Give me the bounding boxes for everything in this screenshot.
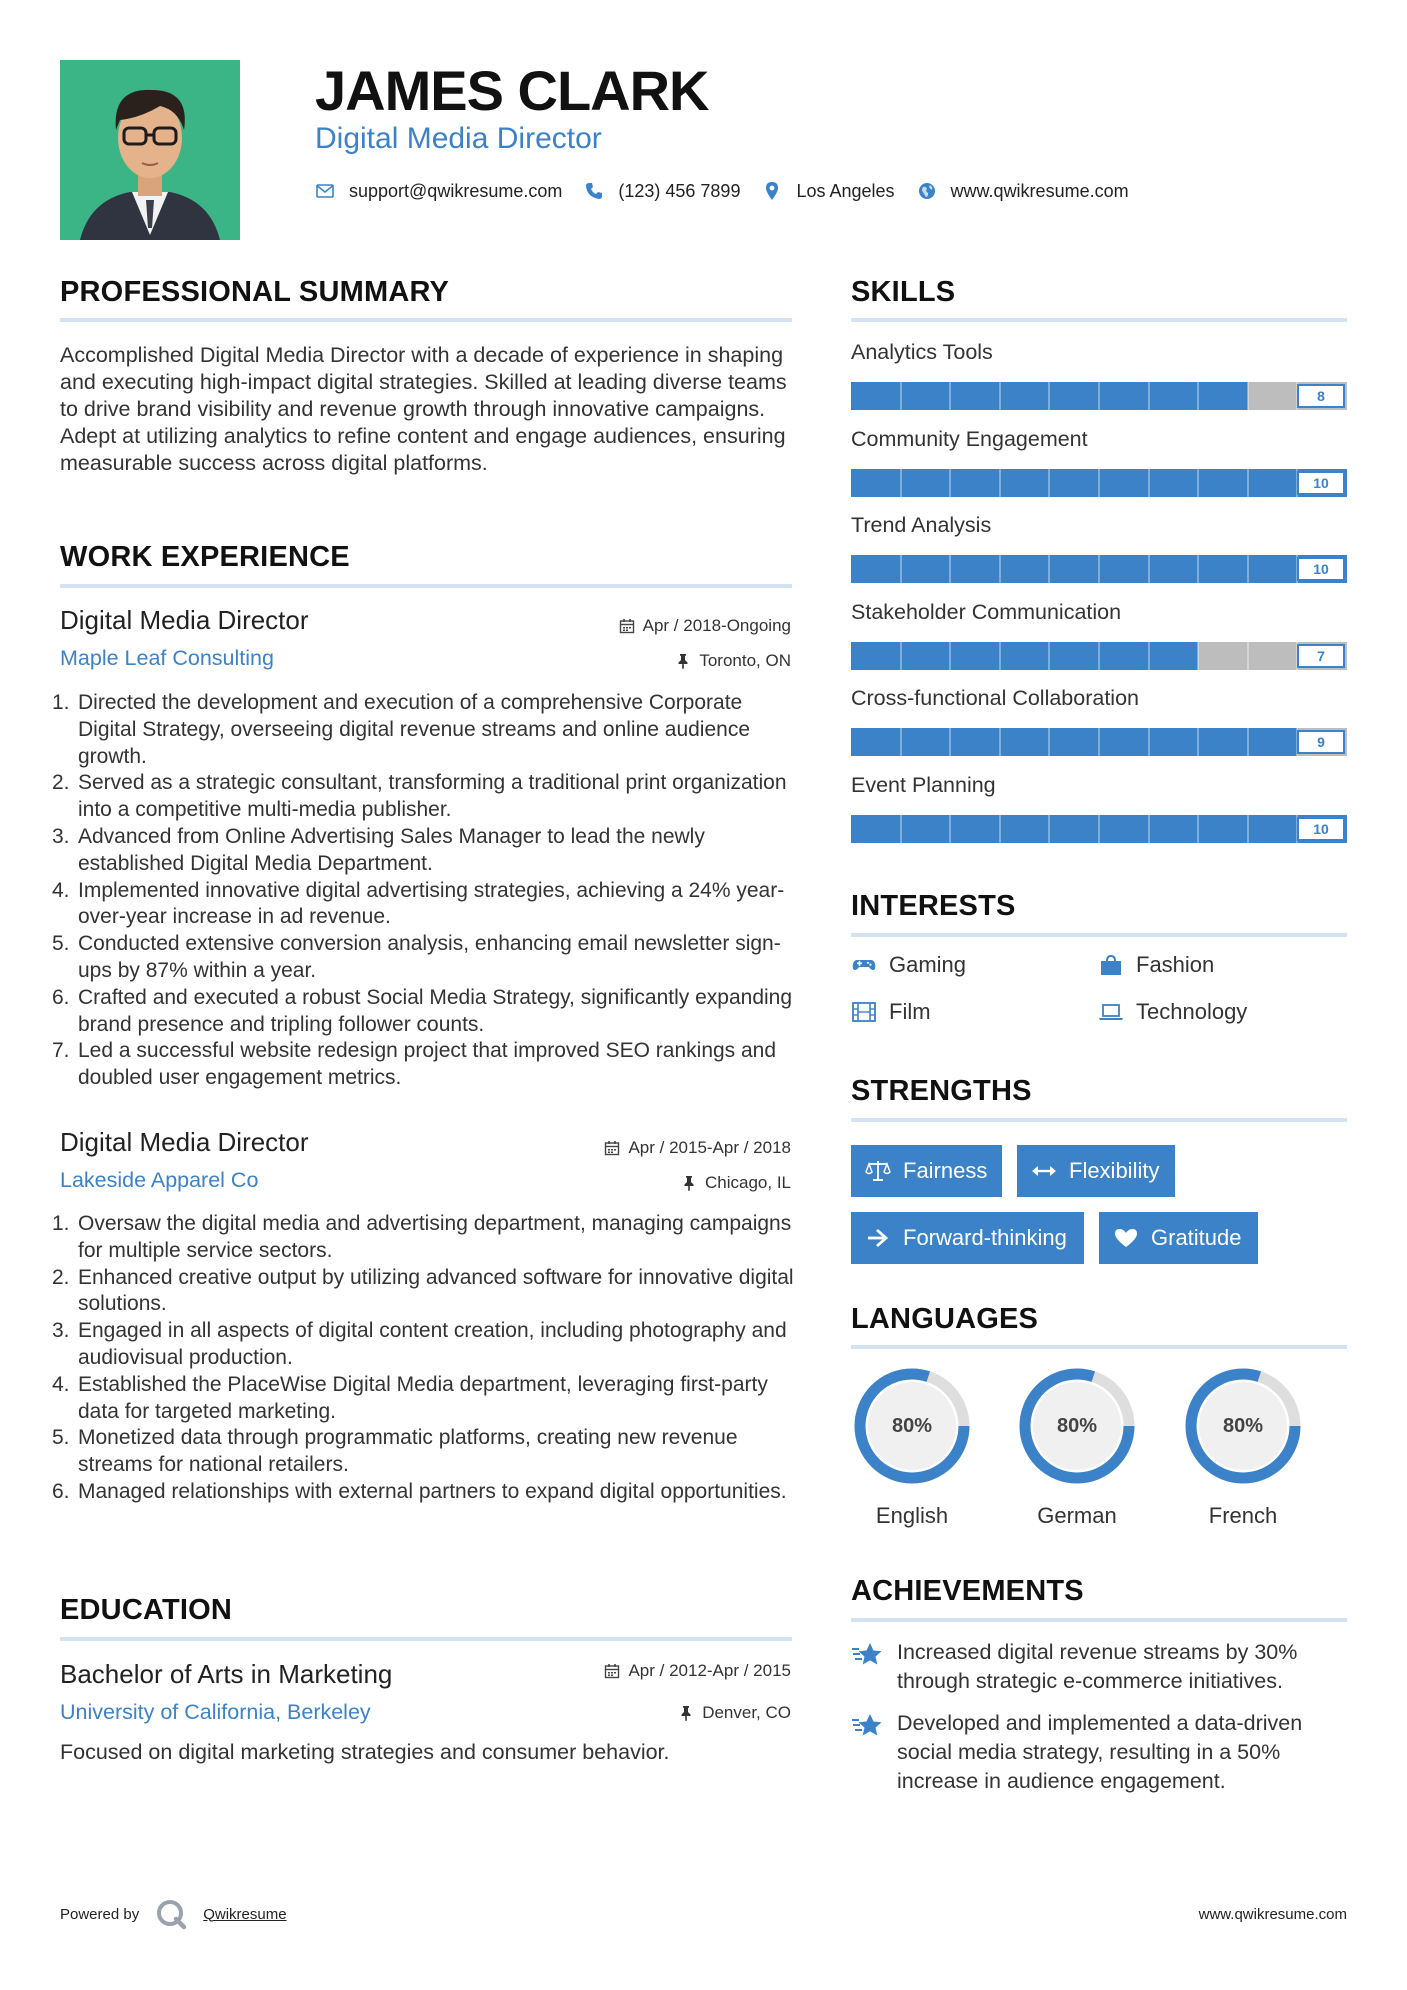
education-location — [678, 1703, 791, 1723]
skill-bar-segment — [900, 555, 902, 583]
laptop-icon — [1098, 1001, 1124, 1023]
skill-score-badge: 10 — [1297, 471, 1345, 495]
strengths-heading: STRENGTHS — [851, 1075, 1032, 1107]
school-name: University of California, Berkeley — [60, 1700, 371, 1724]
skill-bar-segment — [900, 815, 902, 843]
skill-score-badge: 10 — [1297, 557, 1345, 581]
interest-gaming — [851, 952, 966, 978]
skill-bar-segment — [949, 555, 951, 583]
skill-bar-segment — [949, 382, 951, 410]
education-description: Focused on digital marketing strategies and consumer behavior. — [60, 1740, 670, 1764]
skill-bar — [851, 728, 1347, 756]
language-name: German — [1037, 1503, 1117, 1528]
pushpin-icon — [675, 653, 691, 669]
arrows-horizontal-icon — [1031, 1159, 1057, 1183]
job-location-text: Toronto, ON — [699, 651, 791, 670]
skills-heading: SKILLS — [851, 276, 956, 308]
language-percent: 80% — [891, 1414, 933, 1437]
achievements-divider — [851, 1618, 1347, 1622]
skill-bar — [851, 642, 1347, 670]
skill-bar-segment — [949, 815, 951, 843]
skill-bar-segment — [1247, 728, 1249, 756]
job-bullets — [52, 1211, 794, 1506]
skill-score-badge: 8 — [1297, 384, 1345, 408]
profile-photo — [60, 60, 240, 240]
job-title: Digital Media Director — [60, 605, 309, 635]
strength-label: Forward-thinking — [903, 1225, 1067, 1250]
language-item — [1182, 1365, 1304, 1528]
experience-heading: WORK EXPERIENCE — [60, 541, 350, 573]
contact-phone[interactable] — [584, 181, 740, 202]
footer-url[interactable]: www.qwikresume.com — [1198, 1906, 1347, 1923]
arrow-right-icon — [865, 1226, 891, 1250]
skill-bar-segment — [1098, 382, 1100, 410]
skill-bar-segment — [1197, 642, 1199, 670]
envelope-icon — [315, 181, 335, 201]
job-dates — [604, 1138, 791, 1158]
phone-icon — [584, 181, 604, 201]
skill-bar-segment — [900, 469, 902, 497]
strength-label: Fairness — [903, 1158, 988, 1183]
education-location-text: Denver, CO — [702, 1703, 791, 1722]
balance-scale-icon — [865, 1159, 891, 1183]
skill-label: Cross-functional Collaboration — [851, 686, 1140, 710]
skill-bar-segment — [1148, 815, 1150, 843]
interest-film — [851, 999, 931, 1025]
strength-tag-gratitude — [1099, 1212, 1258, 1264]
job-dates-text: Apr / 2015-Apr / 2018 — [628, 1138, 791, 1157]
skill-label: Community Engagement — [851, 426, 1088, 451]
strength-label: Gratitude — [1151, 1225, 1242, 1250]
skills-divider — [851, 318, 1347, 322]
job-location — [675, 651, 791, 671]
skill-bar-segment — [1148, 728, 1150, 756]
company-name: Lakeside Apparel Co — [60, 1168, 259, 1192]
list-item: 3. Engaged in all aspects of digital content creation, including photography and audiovisual production. — [52, 1319, 787, 1369]
contact-phone-text: (123) 456 7899 — [618, 180, 741, 201]
summary-divider — [60, 318, 792, 322]
job-location — [681, 1173, 791, 1193]
list-item: 3. Advanced from Online Advertising Sales Manager to lead the newly established Digital Media Department. — [52, 824, 705, 875]
list-item: 1. Oversaw the digital media and advertising department, managing campaigns for multiple service sectors. — [52, 1212, 792, 1262]
achievement-text: Developed and implemented a data-driven social media strategy, resulting in a 50% increase in audience engagement. — [897, 1711, 1303, 1793]
job-bullets — [52, 690, 794, 1092]
candidate-role: Digital Media Director — [315, 122, 602, 155]
skill-bar-segment — [1247, 382, 1249, 410]
pushpin-icon — [681, 1175, 697, 1191]
skill-bar-segment — [1148, 555, 1150, 583]
list-item: 6. Crafted and executed a robust Social Media Strategy, significantly expanding brand presence and tripling follower counts. — [52, 985, 793, 1036]
skill-bar-segment — [1247, 469, 1249, 497]
skill-label: Event Planning — [851, 772, 996, 797]
skill-bar-segment — [900, 728, 902, 756]
pushpin-icon — [678, 1705, 694, 1721]
achievement-text: Increased digital revenue streams by 30% through strategic e-commerce initiatives. — [897, 1640, 1298, 1693]
calendar-icon — [604, 1663, 620, 1679]
map-pin-icon — [762, 181, 782, 201]
interest-label: Gaming — [889, 952, 967, 977]
degree-title: Bachelor of Arts in Marketing — [60, 1659, 393, 1689]
skill-bar-segment — [1197, 728, 1199, 756]
candidate-name: JAMES CLARK — [315, 59, 709, 122]
languages-heading: LANGUAGES — [851, 1303, 1039, 1335]
achievement-item — [851, 1638, 1351, 1696]
skill-bar-segment — [1048, 555, 1050, 583]
skill-bar-segment — [949, 728, 951, 756]
list-item: 4. Implemented innovative digital advertising strategies, achieving a 24% year-over-year increase in ad revenue. — [52, 878, 785, 929]
skill-bar-segment — [1247, 815, 1249, 843]
job-title: Digital Media Director — [60, 1127, 309, 1157]
skill-bar-segment — [1148, 642, 1150, 670]
skill-bar-segment — [1197, 382, 1199, 410]
footer-powered-by — [60, 1898, 287, 1930]
skill-bar-segment — [900, 642, 902, 670]
skill-bar-segment — [1148, 382, 1150, 410]
language-name: English — [875, 1503, 949, 1528]
list-item: 5. Monetized data through programmatic platforms, creating new revenue streams for national retailers. — [52, 1426, 738, 1477]
skill-bar-fill — [851, 642, 1198, 670]
list-item: 1. Directed the development and execution of a comprehensive Corporate Digital Strategy, overseeing digital revenue streams and online audience growth. — [52, 691, 751, 768]
interest-label: Film — [889, 999, 931, 1024]
education-divider — [60, 1637, 792, 1641]
skill-bar-segment — [1148, 469, 1150, 497]
skill-bar-segment — [1048, 728, 1050, 756]
language-item — [851, 1365, 973, 1528]
skill-bar-segment — [1098, 815, 1100, 843]
interest-technology — [1098, 999, 1247, 1025]
shopping-bag-icon — [1098, 954, 1124, 976]
list-item: 6. Managed relationships with external partners to expand digital opportunities. — [52, 1479, 787, 1503]
skill-label: Stakeholder Communication — [851, 599, 1122, 624]
skill-bar-segment — [1197, 469, 1199, 497]
gamepad-icon — [851, 954, 877, 976]
skill-score-badge: 9 — [1297, 730, 1345, 754]
star-badge-icon — [851, 1640, 885, 1670]
list-item: 7. Led a successful website redesign project that improved SEO rankings and doubled user engagement metrics. — [52, 1039, 777, 1090]
skill-bar-segment — [1048, 815, 1050, 843]
list-item: 2. Enhanced creative output by utilizing advanced software for innovative digital solutions. — [52, 1265, 794, 1316]
interests-heading: INTERESTS — [851, 890, 1016, 922]
strength-tag-flexibility — [1017, 1145, 1175, 1197]
skill-label: Trend Analysis — [851, 513, 992, 537]
skill-bar-segment — [999, 382, 1001, 410]
job-location-text: Chicago, IL — [705, 1173, 791, 1192]
skill-bar-segment — [999, 728, 1001, 756]
interests-divider — [851, 933, 1347, 937]
list-item: 5. Conducted extensive conversion analysis, enhancing email newsletter sign-ups by 87% within a year. — [52, 932, 781, 982]
globe-icon — [917, 181, 937, 201]
skill-bar-segment — [1048, 382, 1050, 410]
achievement-item — [851, 1709, 1351, 1796]
experience-divider — [60, 584, 792, 588]
language-percent: 80% — [1056, 1414, 1098, 1437]
qwikresume-link[interactable]: Qwikresume — [203, 1905, 287, 1923]
education-dates — [604, 1661, 791, 1681]
skill-bar-segment — [1098, 728, 1100, 756]
calendar-icon — [604, 1140, 620, 1156]
skill-bar-segment — [949, 642, 951, 670]
contact-location-text: Los Angeles — [796, 180, 895, 201]
contact-website-text: www.qwikresume.com — [950, 180, 1129, 201]
education-dates-text: Apr / 2012-Apr / 2015 — [628, 1661, 791, 1680]
language-percent: 80% — [1222, 1414, 1264, 1437]
skill-bar — [851, 382, 1347, 410]
skill-bar-segment — [1098, 555, 1100, 583]
skill-bar-segment — [1197, 555, 1199, 583]
qwikresume-logo-icon — [155, 1898, 187, 1930]
strength-tag-fairness — [851, 1145, 1002, 1197]
contact-email[interactable] — [315, 181, 562, 202]
interest-fashion — [1098, 952, 1214, 978]
achievements-heading: ACHIEVEMENTS — [851, 1575, 1084, 1607]
interest-label: Technology — [1136, 999, 1248, 1024]
education-heading: EDUCATION — [60, 1594, 233, 1626]
powered-by-label: Powered by — [60, 1905, 140, 1923]
summary-heading: PROFESSIONAL SUMMARY — [60, 276, 450, 308]
skill-bar — [851, 555, 1347, 583]
contact-bar — [315, 178, 1151, 204]
skill-score-badge: 10 — [1297, 817, 1345, 841]
skill-bar-segment — [1197, 815, 1199, 843]
skill-bar — [851, 815, 1347, 843]
company-name: Maple Leaf Consulting — [60, 646, 274, 670]
skill-bar-segment — [999, 555, 1001, 583]
skill-label: Analytics Tools — [851, 340, 993, 364]
job-dates — [619, 616, 791, 636]
contact-website[interactable] — [917, 181, 1129, 202]
skill-bar-segment — [949, 469, 951, 497]
summary-text: Accomplished Digital Media Director with a decade of experience in shaping and executing high-impact digital strategies. Skilled at leading diverse teams to drive brand visibility and revenue growth through innovative campaigns. Adept at utilizing analytics to refine content and engage audiences, ensuring measurable success across digital platforms. — [60, 343, 787, 475]
skill-bar-segment — [900, 382, 902, 410]
star-badge-icon — [851, 1711, 885, 1741]
skill-bar-segment — [1247, 642, 1249, 670]
language-name: French — [1208, 1503, 1278, 1528]
contact-email-text: support@qwikresume.com — [349, 180, 563, 201]
strengths-divider — [851, 1118, 1347, 1122]
calendar-icon — [619, 618, 635, 634]
list-item: 4. Established the PlaceWise Digital Media department, leveraging first-party data for targeted marketing. — [52, 1372, 768, 1423]
film-icon — [851, 1001, 877, 1023]
heart-icon — [1113, 1226, 1139, 1250]
skill-bar-segment — [1048, 642, 1050, 670]
contact-location — [762, 181, 894, 202]
skill-bar-segment — [1098, 469, 1100, 497]
skill-bar-segment — [999, 642, 1001, 670]
skill-bar-segment — [1048, 469, 1050, 497]
skill-bar-fill — [851, 728, 1297, 756]
skill-bar — [851, 469, 1347, 497]
language-item — [1016, 1365, 1138, 1528]
job-dates-text: Apr / 2018-Ongoing — [642, 616, 791, 635]
languages-divider — [851, 1345, 1347, 1349]
list-item: 2. Served as a strategic consultant, transforming a traditional print organization into a competitive multi-media publisher. — [52, 771, 787, 822]
skill-bar-segment — [1247, 555, 1249, 583]
skill-bar-segment — [999, 815, 1001, 843]
skill-bar-segment — [1098, 642, 1100, 670]
strength-tag-forward-thinking — [851, 1212, 1084, 1264]
skill-bar-segment — [999, 469, 1001, 497]
skill-score-badge: 7 — [1297, 644, 1345, 668]
interest-label: Fashion — [1136, 952, 1215, 977]
strength-label: Flexibility — [1069, 1158, 1160, 1183]
